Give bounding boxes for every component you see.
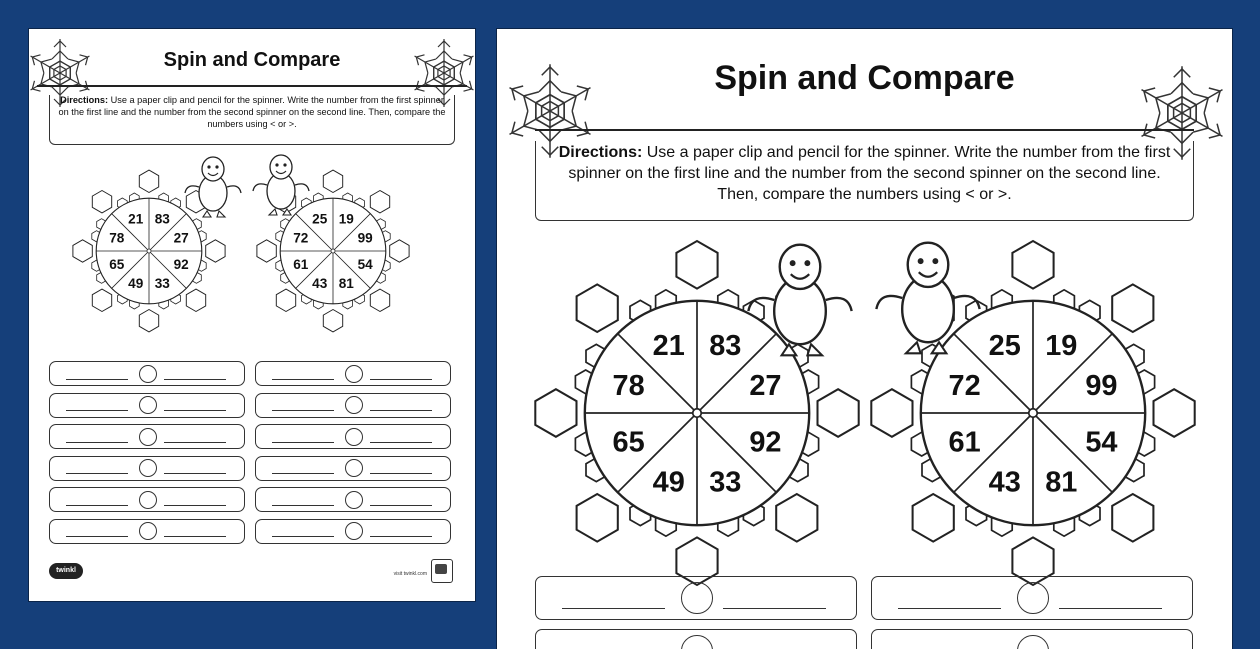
spinner-number: 54 <box>1085 426 1118 459</box>
hexagon-crystal <box>92 191 111 213</box>
penguin-icon <box>741 237 859 363</box>
spinner-number: 92 <box>173 257 189 273</box>
penguin-icon <box>249 151 313 219</box>
spinner-number: 99 <box>1085 369 1118 402</box>
answer-box[interactable] <box>49 424 245 449</box>
answer-line-second[interactable] <box>164 473 227 474</box>
compare-circle[interactable] <box>345 491 363 509</box>
answer-line-first[interactable] <box>562 608 665 609</box>
answer-line-second[interactable] <box>164 505 227 506</box>
spinner-number: 33 <box>154 276 170 291</box>
answer-line-first[interactable] <box>66 442 129 443</box>
answer-line-first[interactable] <box>272 442 335 443</box>
answer-line-second[interactable] <box>164 379 227 380</box>
compare-circle[interactable] <box>345 459 363 477</box>
answer-line-first[interactable] <box>66 505 129 506</box>
compare-circle[interactable] <box>139 428 157 446</box>
hexagon-crystal <box>73 240 92 262</box>
hexagon-crystal <box>139 170 158 192</box>
answer-line-second[interactable] <box>370 410 433 411</box>
compare-circle[interactable] <box>345 428 363 446</box>
spinner-number: 21 <box>128 211 144 227</box>
answer-box[interactable] <box>255 487 451 512</box>
answer-line-second[interactable] <box>370 536 433 537</box>
hexagon-crystal <box>276 289 295 311</box>
compare-circle[interactable] <box>681 582 713 614</box>
spinner-center <box>147 249 151 253</box>
spinner-number: 19 <box>1045 329 1078 362</box>
hexagon-crystal <box>92 289 111 311</box>
answer-line-second[interactable] <box>723 608 826 609</box>
spinner-number: 61 <box>948 426 981 459</box>
answer-line-first[interactable] <box>66 410 129 411</box>
answer-line-first[interactable] <box>898 608 1001 609</box>
spinner-number: 54 <box>357 257 373 273</box>
spinner-number: 78 <box>109 230 125 246</box>
hexagon-crystal <box>257 240 276 262</box>
answer-box[interactable] <box>49 456 245 481</box>
answer-line-second[interactable] <box>164 410 227 411</box>
spinner-number: 25 <box>988 329 1021 362</box>
penguin-icon <box>869 235 987 361</box>
answer-box[interactable] <box>255 393 451 418</box>
directions-text: Use a paper clip and pencil for the spinner. Write the number from the first spinner on the first line and the number from the second spinner on the second line. Then, compare the numbers using < or >. <box>568 144 1171 203</box>
compare-circle[interactable] <box>139 491 157 509</box>
answer-line-second[interactable] <box>164 536 227 537</box>
spinner-number: 65 <box>109 257 125 273</box>
hexagon-crystal <box>370 191 389 213</box>
spinner-center <box>693 409 702 418</box>
answer-line-first[interactable] <box>272 505 335 506</box>
compare-circle[interactable] <box>1017 635 1049 649</box>
worksheet-zoom-page <box>497 29 1232 649</box>
spinner-number: 61 <box>293 257 309 273</box>
answer-line-second[interactable] <box>370 505 433 506</box>
directions-box <box>535 141 1194 221</box>
hexagon-crystal <box>1112 284 1153 332</box>
spinner-number: 81 <box>338 276 354 291</box>
twinkl-logo-icon: twinkl <box>49 563 83 579</box>
spinner-number: 43 <box>988 466 1021 499</box>
spinner-number: 81 <box>1045 466 1078 499</box>
answer-line-first[interactable] <box>66 473 129 474</box>
directions-label: Directions: <box>558 144 643 161</box>
compare-circle[interactable] <box>681 635 713 649</box>
hexagon-crystal <box>323 170 342 192</box>
answer-line-first[interactable] <box>272 536 335 537</box>
answer-box[interactable] <box>255 519 451 544</box>
hexagon-crystal <box>323 310 342 332</box>
page-title: Spin and Compare <box>714 59 1015 97</box>
compare-circle[interactable] <box>345 365 363 383</box>
hexagon-crystal <box>186 289 205 311</box>
page-title: Spin and Compare <box>163 49 341 71</box>
compare-circle[interactable] <box>345 522 363 540</box>
answer-line-second[interactable] <box>1059 608 1162 609</box>
answer-box[interactable] <box>255 361 451 386</box>
hexagon-crystal <box>871 389 912 437</box>
spinner-center <box>1029 409 1038 418</box>
answer-box[interactable] <box>49 519 245 544</box>
spinner-number: 21 <box>652 329 685 362</box>
spinner-number: 27 <box>173 230 189 246</box>
hexagon-crystal <box>1012 241 1053 289</box>
spinner-number: 83 <box>154 211 170 227</box>
answer-line-first[interactable] <box>66 536 129 537</box>
spinner-number: 72 <box>293 230 309 246</box>
answer-line-second[interactable] <box>164 442 227 443</box>
answer-line-first[interactable] <box>272 473 335 474</box>
compare-circle[interactable] <box>139 459 157 477</box>
answer-box[interactable] <box>535 576 857 620</box>
answer-line-second[interactable] <box>370 379 433 380</box>
answer-box[interactable] <box>871 576 1193 620</box>
penguin-icon <box>181 153 245 221</box>
compare-circle[interactable] <box>139 365 157 383</box>
hexagon-crystal <box>818 389 859 437</box>
directions-label: Directions: <box>60 95 109 105</box>
title-divider <box>535 129 1194 131</box>
hexagon-crystal <box>676 241 717 289</box>
hexagon-crystal <box>577 284 618 332</box>
spinner-number: 27 <box>749 369 782 402</box>
spinner-number: 19 <box>338 211 354 227</box>
hexagon-crystal <box>577 494 618 542</box>
answer-line-first[interactable] <box>66 379 129 380</box>
spinner-number: 25 <box>312 211 328 227</box>
hexagon-crystal <box>390 240 409 262</box>
hexagon-crystal <box>206 240 225 262</box>
answer-line-first[interactable] <box>272 379 335 380</box>
answer-box[interactable] <box>255 456 451 481</box>
answer-line-second[interactable] <box>370 442 433 443</box>
hexagon-crystal <box>1154 389 1195 437</box>
spinner-number: 78 <box>612 369 645 402</box>
spinner-number: 92 <box>749 426 782 459</box>
hexagon-crystal <box>370 289 389 311</box>
hexagon-crystal <box>1112 494 1153 542</box>
spinner-number: 43 <box>312 276 328 291</box>
answer-box[interactable] <box>49 361 245 386</box>
hexagon-crystal <box>776 494 817 542</box>
spinner-number: 49 <box>652 466 685 499</box>
spinner-number: 49 <box>128 276 144 291</box>
spinner-number: 33 <box>709 466 742 499</box>
answer-box[interactable] <box>49 393 245 418</box>
directions-text: Use a paper clip and pencil for the spinner. Write the number from the first spinner on the first line and the number from the second spinner on the second line. Then, compare the numbers using < or >. <box>58 95 446 129</box>
title-divider <box>37 85 467 87</box>
footer-badge-icon <box>431 559 453 583</box>
answer-box[interactable] <box>535 629 857 649</box>
spinner-number: 83 <box>709 329 742 362</box>
hexagon-crystal <box>139 310 158 332</box>
footer-site-text: visit twinkl.com <box>393 571 427 577</box>
answer-box[interactable] <box>871 629 1193 649</box>
compare-circle[interactable] <box>139 396 157 414</box>
spinner-number: 72 <box>948 369 981 402</box>
spinner-number: 99 <box>357 230 373 246</box>
spinner-number: 65 <box>612 426 645 459</box>
directions-box <box>49 95 455 145</box>
answer-line-second[interactable] <box>370 473 433 474</box>
compare-circle[interactable] <box>139 522 157 540</box>
worksheet-preview-page <box>29 29 475 601</box>
hexagon-crystal <box>913 494 954 542</box>
answer-box[interactable] <box>255 424 451 449</box>
answer-line-first[interactable] <box>272 410 335 411</box>
compare-circle[interactable] <box>345 396 363 414</box>
spinner-center <box>331 249 335 253</box>
hexagon-crystal <box>535 389 576 437</box>
answer-box[interactable] <box>49 487 245 512</box>
compare-circle[interactable] <box>1017 582 1049 614</box>
